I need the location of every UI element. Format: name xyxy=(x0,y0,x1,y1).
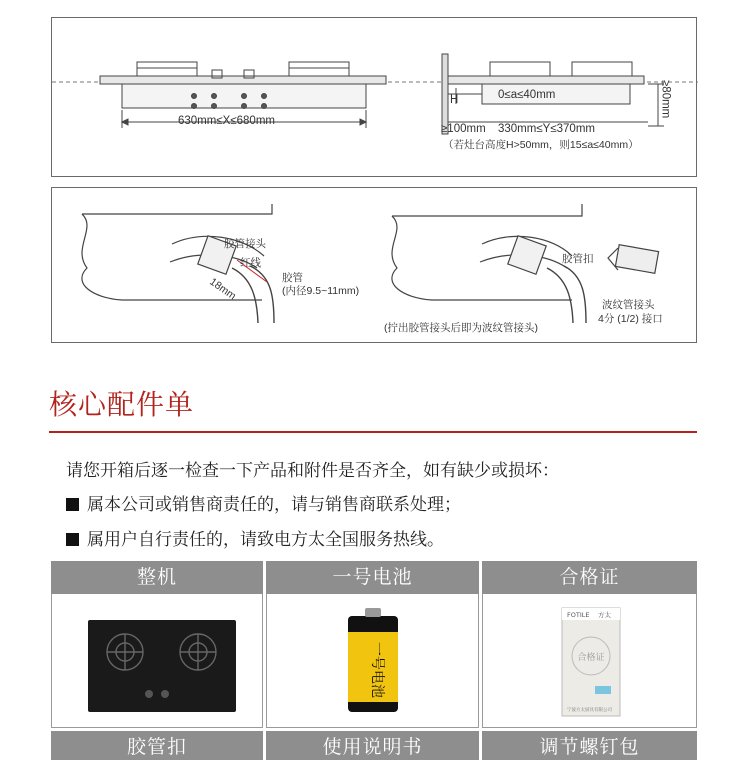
square-bullet-icon xyxy=(66,498,79,511)
note-1-text: 属本公司或销售商责任的，请与销售商联系处理； xyxy=(87,495,461,514)
accessory-header: 调节螺钉包 xyxy=(482,731,697,760)
accessory-header: 合格证 xyxy=(482,561,697,594)
title-divider xyxy=(49,431,697,433)
note-item-1 xyxy=(66,490,461,515)
cooktop-picture xyxy=(52,594,264,728)
accessory-header: 整机 xyxy=(51,561,263,594)
intro-text: 请您开箱后逐一检查一下产品和附件是否齐全，如有缺少或损坏： xyxy=(66,461,559,480)
hose-label: 胶管 xyxy=(282,272,303,284)
battery-image xyxy=(266,594,479,728)
hose-clamp-label: 胶管扣 xyxy=(562,253,594,265)
accessory-grid xyxy=(51,561,697,760)
certificate-brand-cn: 方太 xyxy=(598,611,611,619)
width-range-label: 630mm≤X≤680mm xyxy=(178,115,275,127)
hose-connector-label: 胶管接头 xyxy=(224,238,266,250)
install-dimension-diagram xyxy=(51,17,697,177)
install-diagram-drawing xyxy=(52,18,698,178)
corrugated-connector-label: 波纹管接头 xyxy=(602,299,655,311)
height-marker-label: H xyxy=(450,94,459,106)
battery-picture xyxy=(267,594,480,728)
note-item-2 xyxy=(66,525,444,550)
accessory-header: 一号电池 xyxy=(266,561,479,594)
accessory-header: 使用说明书 xyxy=(266,731,479,760)
corrugated-size-label: 4分 (1/2) 接口 xyxy=(598,313,663,325)
side-gap-label: ≥100mm xyxy=(441,123,486,135)
after-removal-note: (拧出胶管接头后即为波纹管接头) xyxy=(384,322,538,334)
battery-text: 一号电池 xyxy=(369,642,385,698)
accessory-header: 胶管扣 xyxy=(51,731,263,760)
clearance-label: 0≤a≤40mm xyxy=(498,89,556,101)
note-2-text: 属用户自行责任的，请致电方太全国服务热线。 xyxy=(87,530,444,549)
certificate-image xyxy=(482,594,697,728)
hose-connection-diagram xyxy=(51,187,697,343)
hose-diameter-label: (内径9.5~11mm) xyxy=(282,285,360,297)
cooktop-image xyxy=(51,594,263,728)
square-bullet-icon xyxy=(66,533,79,546)
insert-depth-label: 18mm xyxy=(207,275,239,303)
section-title: 核心配件单 xyxy=(49,389,195,420)
min-depth-label: ≥80mm xyxy=(659,80,672,119)
red-line-label: 红线 xyxy=(240,257,261,269)
certificate-title: 合格证 xyxy=(577,653,605,663)
certificate-company: 宁波方太厨具有限公司 xyxy=(567,708,612,713)
certificate-picture xyxy=(483,594,698,728)
certificate-brand: FOTILE xyxy=(567,611,590,619)
depth-range-label: 330mm≤Y≤370mm xyxy=(498,123,595,135)
condition-note: （若灶台高度H>50mm，则15≤a≤40mm） xyxy=(443,139,639,151)
